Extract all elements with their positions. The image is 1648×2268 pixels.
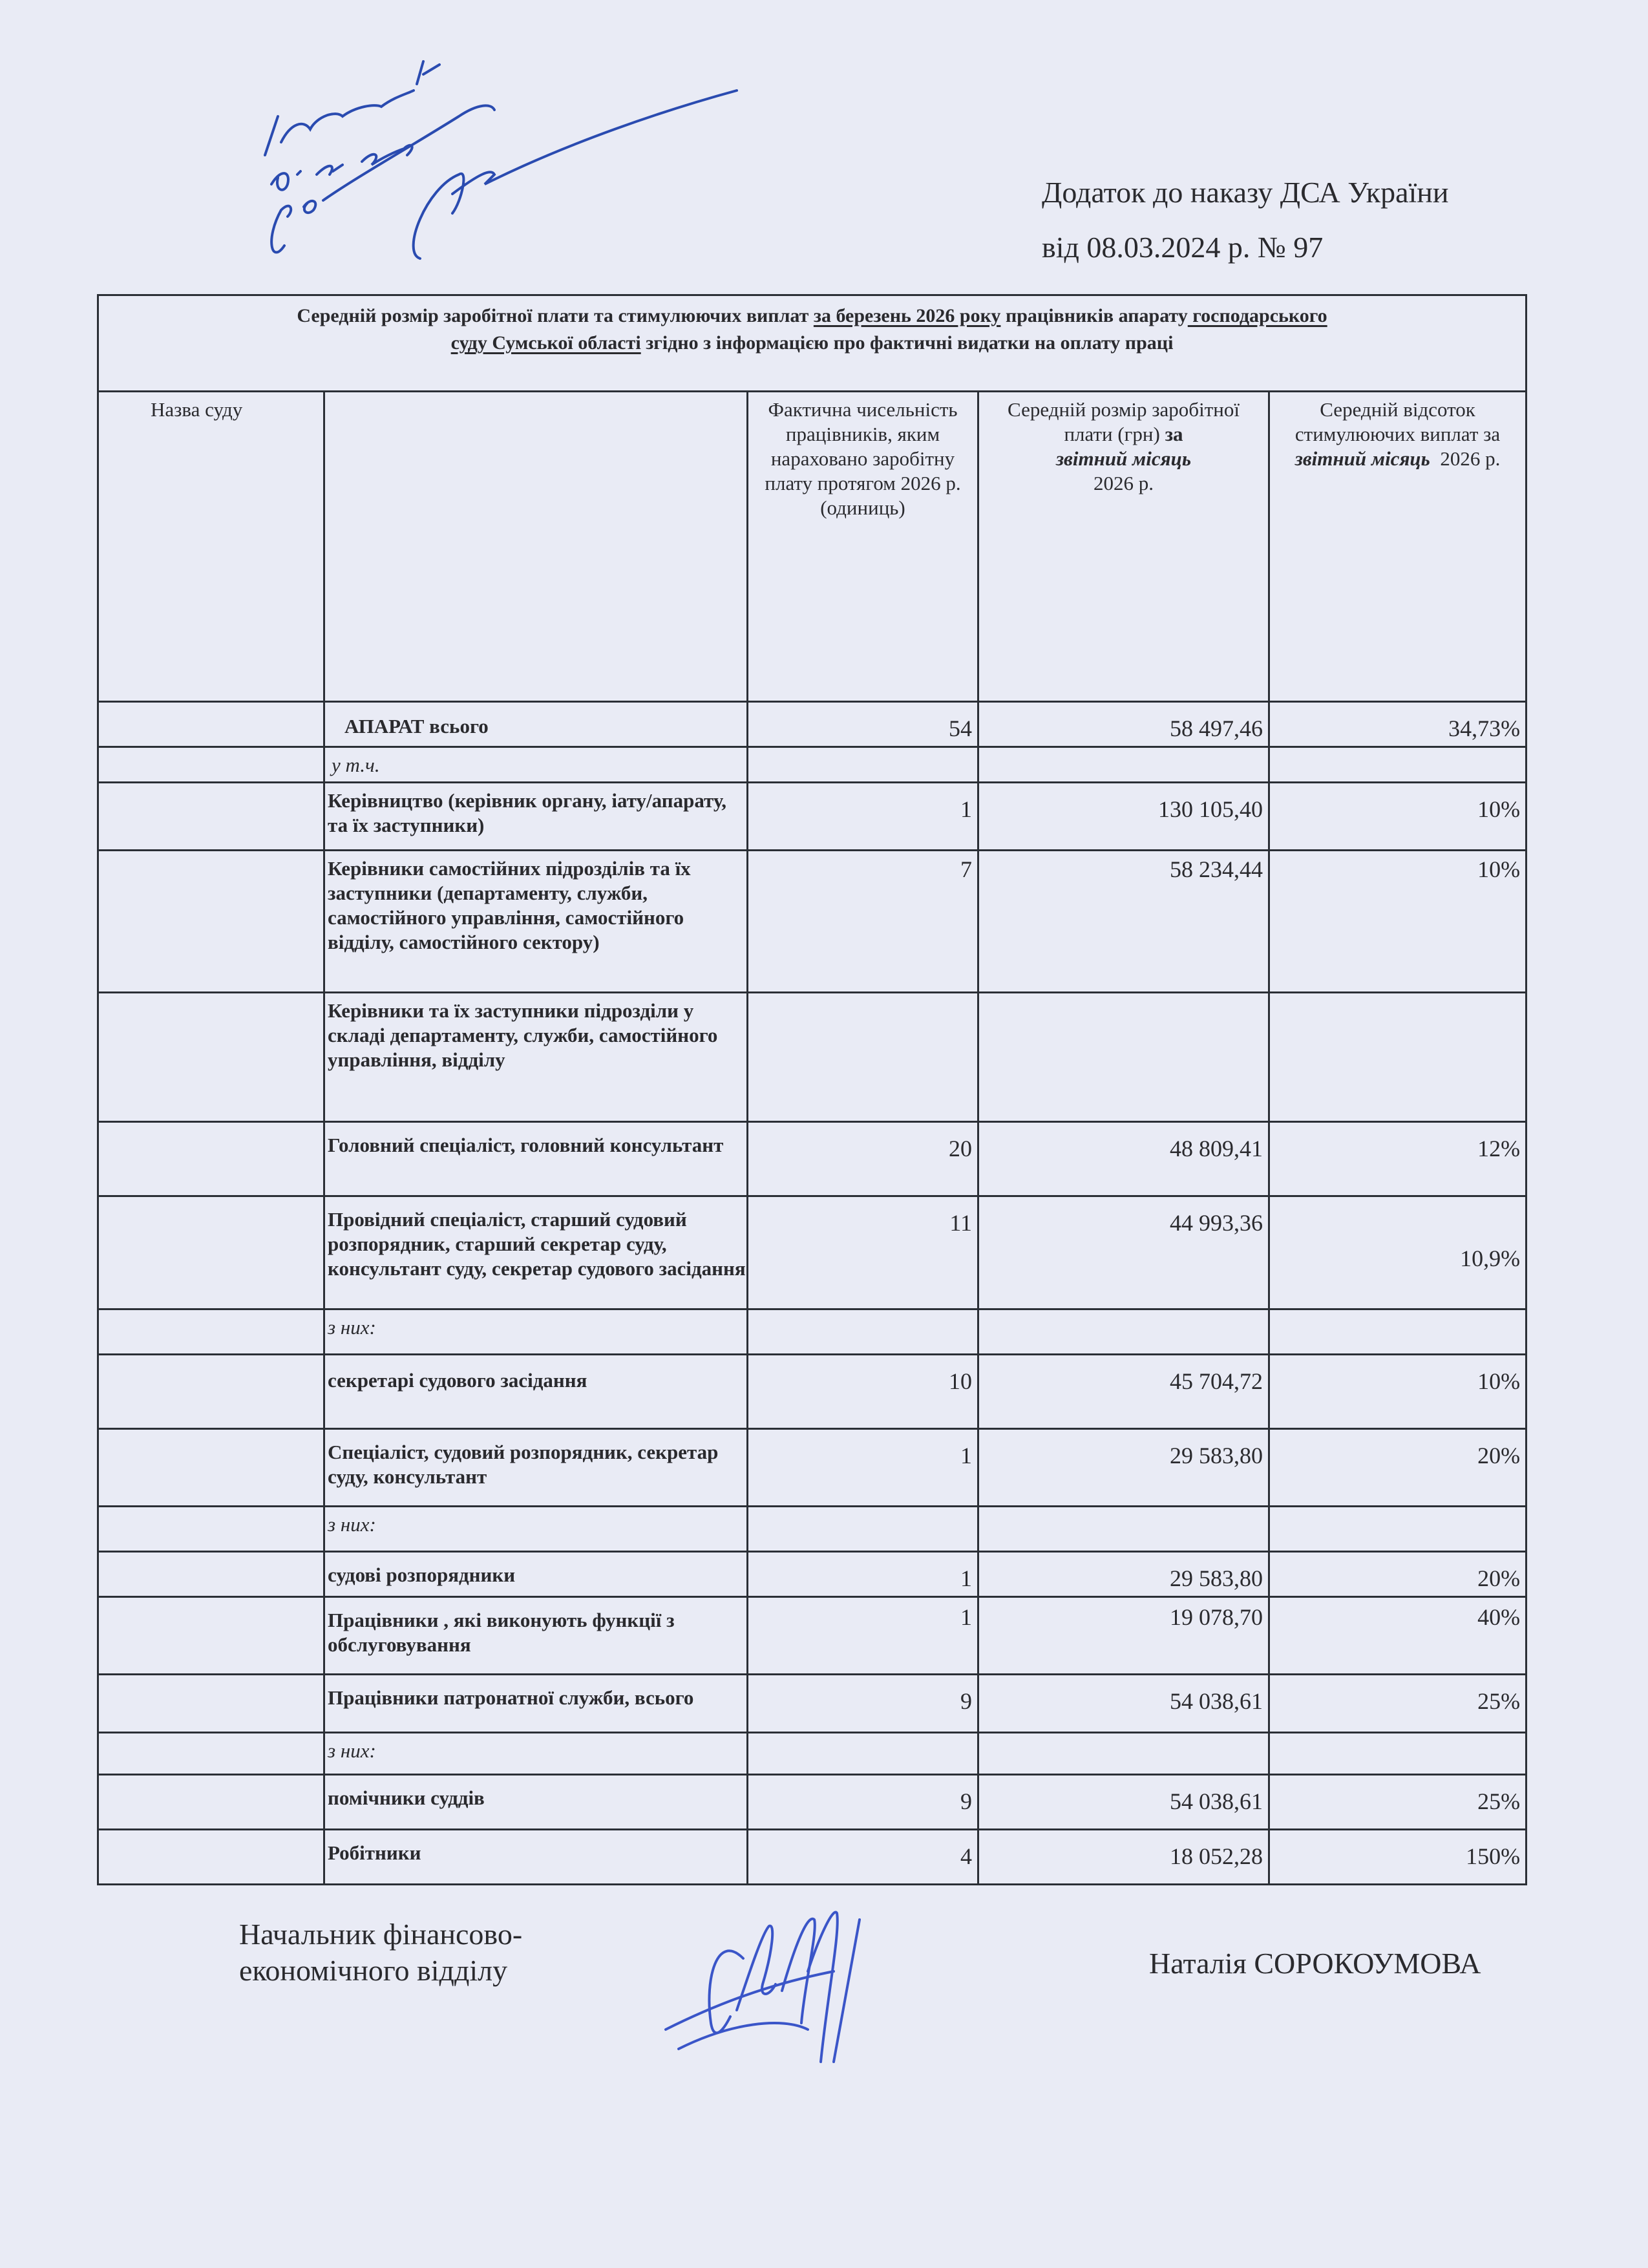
signer-position: Начальник фінансово- економічного відділу [239,1918,523,1987]
avg-salary-cell: 29 583,80 [978,1429,1269,1507]
bonus-pct-cell [1269,747,1527,783]
table-row [98,1196,1527,1309]
category-cell: АПАРАТ всього [324,702,748,747]
bonus-pct-cell: 34,73% [1269,702,1527,747]
bonus-pct-cell: 40% [1269,1597,1527,1675]
headcount-cell: 4 [748,1830,978,1885]
table-row [98,1507,1527,1552]
bonus-pct-cell: 12% [1269,1122,1527,1196]
avg-salary-cell [978,1309,1269,1355]
category-cell: помічники суддів [324,1775,748,1830]
headcount-cell: 1 [748,1552,978,1597]
headcount-cell: 7 [748,851,978,993]
court-type: господарського [1187,305,1327,326]
category-cell: Керівники та їх заступники підрозділи у складі департаменту, служби, самостійного управління, відділу [324,993,748,1122]
court-name-cell [98,1675,324,1733]
salary-report-table [97,294,1527,1885]
headcount-cell: 54 [748,702,978,747]
avg-salary-cell: 54 038,61 [978,1675,1269,1733]
court-name-cell [98,1552,324,1597]
bonus-pct-cell [1269,1309,1527,1355]
court-name-cell [98,1122,324,1196]
table-row [98,1775,1527,1830]
court-name-cell [98,1355,324,1429]
table-header-row [98,392,1527,702]
avg-salary-cell: 48 809,41 [978,1122,1269,1196]
bonus-pct-cell: 10,9% [1269,1196,1527,1309]
court-name-cell [98,1429,324,1507]
avg-salary-cell [978,1507,1269,1552]
bonus-pct-cell: 25% [1269,1675,1527,1733]
column-header-category [324,392,748,702]
table-row [98,1355,1527,1429]
court-name-cell [98,851,324,993]
table-row [98,783,1527,851]
avg-salary-cell: 130 105,40 [978,783,1269,851]
avg-salary-cell [978,1733,1269,1775]
handwritten-resolution-note [246,45,750,278]
court-name-cell [98,783,324,851]
category-cell: Провідний спеціаліст, старший судовий розпорядник, старший секретар суду, консультант суду, секретар судового засідання [324,1196,748,1309]
bonus-pct-cell [1269,1733,1527,1775]
table-row [98,702,1527,747]
bonus-pct-cell: 10% [1269,783,1527,851]
column-header-court-name: Назва суду [98,392,324,702]
avg-salary-cell: 19 078,70 [978,1597,1269,1675]
appendix-reference: Додаток до наказу ДСА України [1042,176,1449,209]
category-cell: з них: [324,1309,748,1355]
category-cell: з них: [324,1733,748,1775]
report-period: за березень 2026 року [813,305,1001,326]
avg-salary-cell: 58 497,46 [978,702,1269,747]
signature [640,1894,1002,2088]
avg-salary-cell [978,993,1269,1122]
category-cell: секретарі судового засідання [324,1355,748,1429]
order-date-number: від 08.03.2024 р. № 97 [1042,231,1324,264]
court-name-cell [98,1830,324,1885]
table-row [98,851,1527,993]
table-row [98,1429,1527,1507]
avg-salary-cell [978,747,1269,783]
table-row [98,1552,1527,1597]
headcount-cell [748,1507,978,1552]
bonus-pct-cell [1269,1507,1527,1552]
avg-salary-cell: 54 038,61 [978,1775,1269,1830]
headcount-cell [748,993,978,1122]
headcount-cell: 9 [748,1675,978,1733]
headcount-cell: 9 [748,1775,978,1830]
court-name-cell [98,1775,324,1830]
column-header-headcount: Фактична чисельність працівників, яким нараховано заробітну плату протягом 2026 р. (одиниць) [748,392,978,702]
court-name-cell [98,702,324,747]
court-name-cell [98,747,324,783]
headcount-cell: 1 [748,783,978,851]
avg-salary-cell: 45 704,72 [978,1355,1269,1429]
bonus-pct-cell: 20% [1269,1429,1527,1507]
headcount-cell: 11 [748,1196,978,1309]
headcount-cell [748,1733,978,1775]
bonus-pct-cell: 10% [1269,851,1527,993]
table-title: Середній розмір заробітної плати та стимулюючих виплат за березень 2026 року працівників апарату господарського суду Сумської області згідно з інформацією про фактичні видатки на оплату праці [98,295,1527,392]
court-region: суду Сумської області [450,332,641,354]
signer-name: Наталія СОРОКОУМОВА [1149,1947,1481,1980]
table-row [98,1309,1527,1355]
column-header-avg-salary: Середній розмір заробітної плати (грн) за звітний місяць 2026 р. [978,392,1269,702]
bonus-pct-cell: 20% [1269,1552,1527,1597]
avg-salary-cell: 44 993,36 [978,1196,1269,1309]
category-cell: Робітники [324,1830,748,1885]
court-name-cell [98,1733,324,1775]
category-cell: Спеціаліст, судовий розпорядник, секретар суду, консультант [324,1429,748,1507]
bonus-pct-cell: 25% [1269,1775,1527,1830]
category-cell: Працівники , які виконують функції з обслуговування [324,1597,748,1675]
court-name-cell [98,1507,324,1552]
category-cell: Працівники патронатної служби, всього [324,1675,748,1733]
headcount-cell: 20 [748,1122,978,1196]
category-cell: у т.ч. [324,747,748,783]
headcount-cell [748,1309,978,1355]
table-row [98,993,1527,1122]
court-name-cell [98,1196,324,1309]
category-cell: Керівники самостійних підрозділів та їх заступники (департаменту, служби, самостійного управління, самостійного відділу, самостійного сектору) [324,851,748,993]
table-row [98,747,1527,783]
court-name-cell [98,1597,324,1675]
headcount-cell: 1 [748,1597,978,1675]
bonus-pct-cell: 150% [1269,1830,1527,1885]
table-row [98,1830,1527,1885]
table-row [98,1733,1527,1775]
court-name-cell [98,993,324,1122]
headcount-cell [748,747,978,783]
category-cell: Керівництво (керівник органу, іату/апарату, та їх заступники) [324,783,748,851]
court-name-cell [98,1309,324,1355]
column-header-bonus-percent: Середній відсоток стимулюючих виплат за звітний місяць 2026 р. [1269,392,1527,702]
table-row [98,1597,1527,1675]
table-row [98,1122,1527,1196]
avg-salary-cell: 18 052,28 [978,1830,1269,1885]
category-cell: судові розпорядники [324,1552,748,1597]
category-cell: з них: [324,1507,748,1552]
bonus-pct-cell: 10% [1269,1355,1527,1429]
category-cell: Головний спеціаліст, головний консультант [324,1122,748,1196]
bonus-pct-cell [1269,993,1527,1122]
table-row [98,1675,1527,1733]
table-title-row [98,295,1527,392]
headcount-cell: 1 [748,1429,978,1507]
avg-salary-cell: 58 234,44 [978,851,1269,993]
avg-salary-cell: 29 583,80 [978,1552,1269,1597]
headcount-cell: 10 [748,1355,978,1429]
